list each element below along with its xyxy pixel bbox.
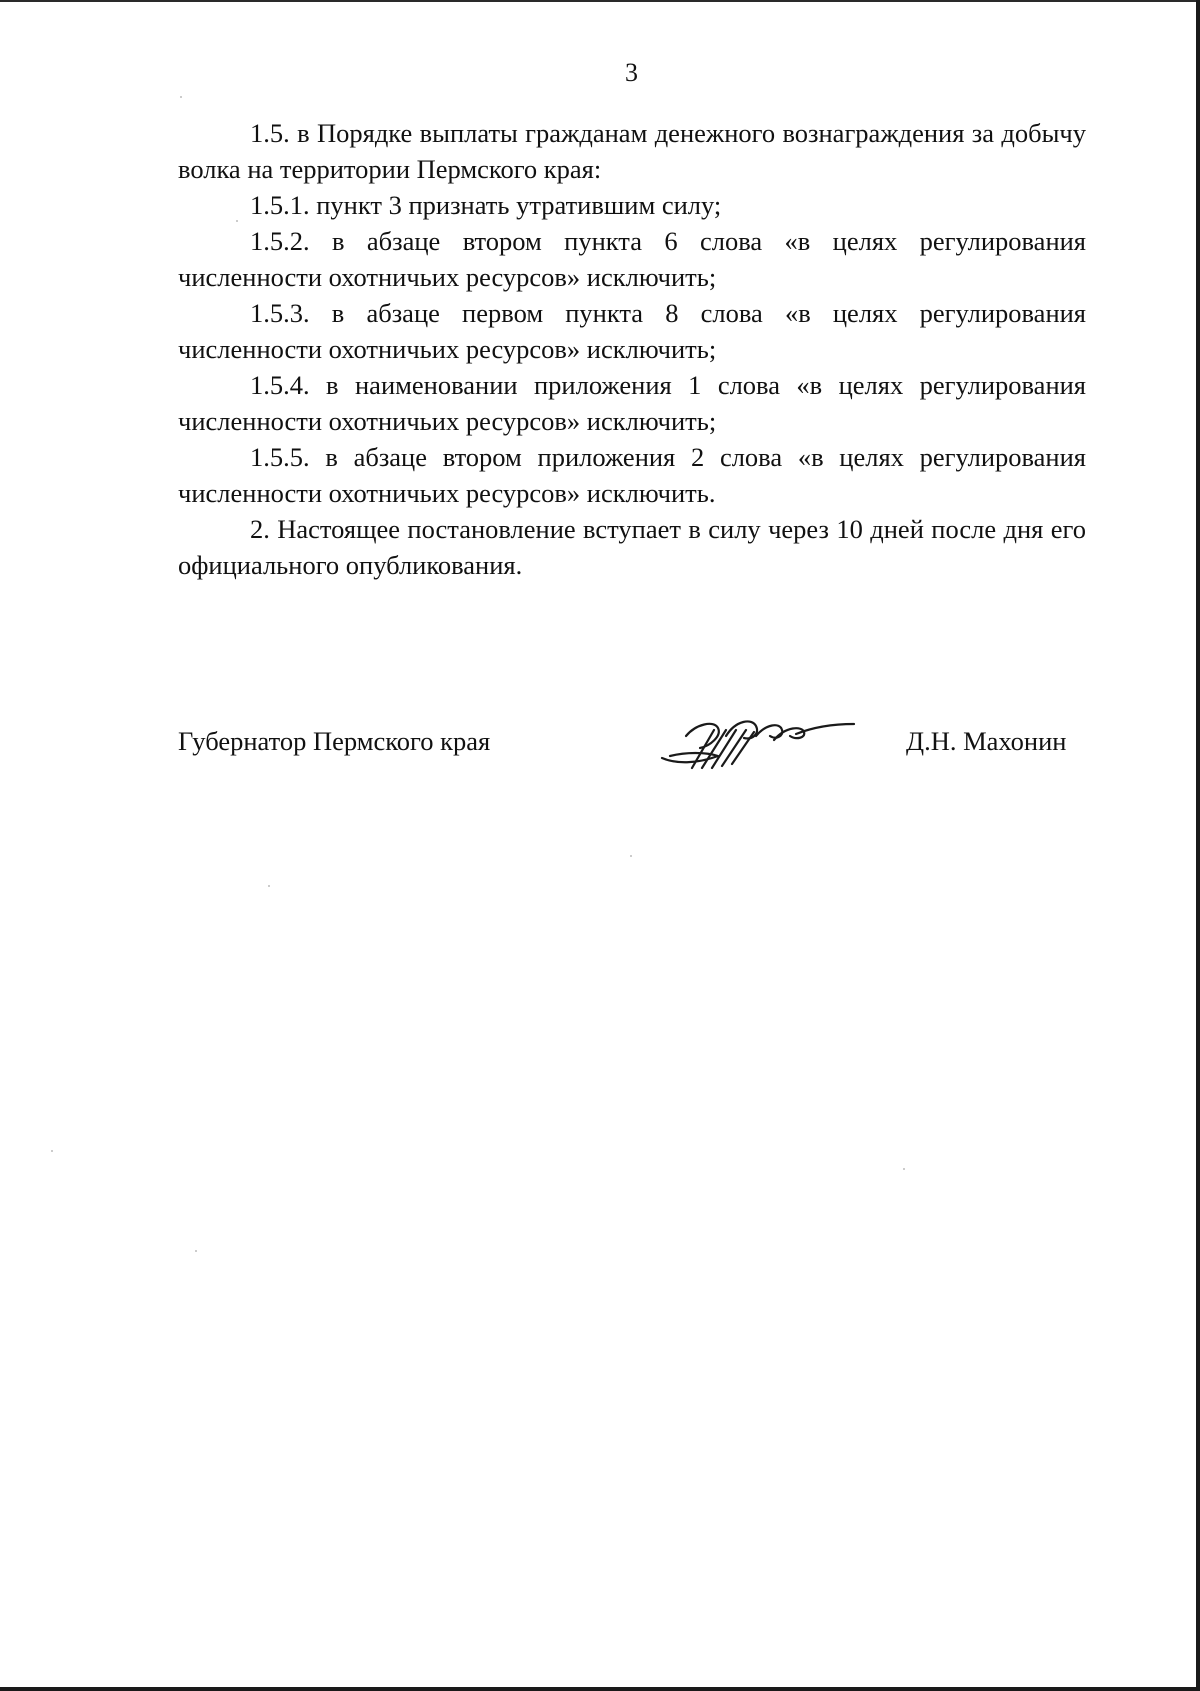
scan-speck (195, 1250, 197, 1252)
scan-speck (236, 220, 238, 222)
scan-edge-top (0, 0, 1200, 2)
paragraph-1-5-4: 1.5.4. в наименовании приложения 1 слова «в целях регулирования численности охотничьих ресурсов» исключить; (178, 370, 1086, 436)
scan-edge-right (1196, 0, 1200, 1691)
handwritten-signature-icon (656, 706, 856, 778)
paragraph-1-5-2: 1.5.2. в абзаце втором пункта 6 слова «в целях регулирования численности охотничьих ресурсов» исключить; (178, 226, 1086, 292)
paragraph-1-5: 1.5. в Порядке выплаты гражданам денежного вознаграждения за добычу волка на территории Пермского края: (178, 118, 1086, 184)
page-number: 3 (625, 58, 638, 87)
scan-speck (903, 1168, 905, 1170)
scan-speck (630, 855, 632, 857)
scan-speck (268, 885, 270, 887)
paragraph-1-5-1: 1.5.1. пункт 3 признать утратившим силу; (250, 190, 722, 220)
signature-block (178, 718, 1078, 798)
paragraph-1-5-5: 1.5.5. в абзаце втором приложения 2 слова «в целях регулирования численности охотничьих ресурсов» исключить. (178, 442, 1086, 508)
signer-name: Д.Н. Махонин (906, 726, 1067, 756)
scan-speck (180, 96, 182, 98)
paragraph-1-5-3: 1.5.3. в абзаце первом пункта 8 слова «в целях регулирования численности охотничьих ресурсов» исключить; (178, 298, 1086, 364)
position-title: Губернатор Пермского края (178, 726, 491, 756)
scan-speck (51, 1150, 53, 1152)
scan-edge-bottom (0, 1687, 1200, 1691)
paragraph-2: 2. Настоящее постановление вступает в силу через 10 дней после дня его официального опубликования. (178, 514, 1086, 580)
document-body (178, 115, 1086, 583)
